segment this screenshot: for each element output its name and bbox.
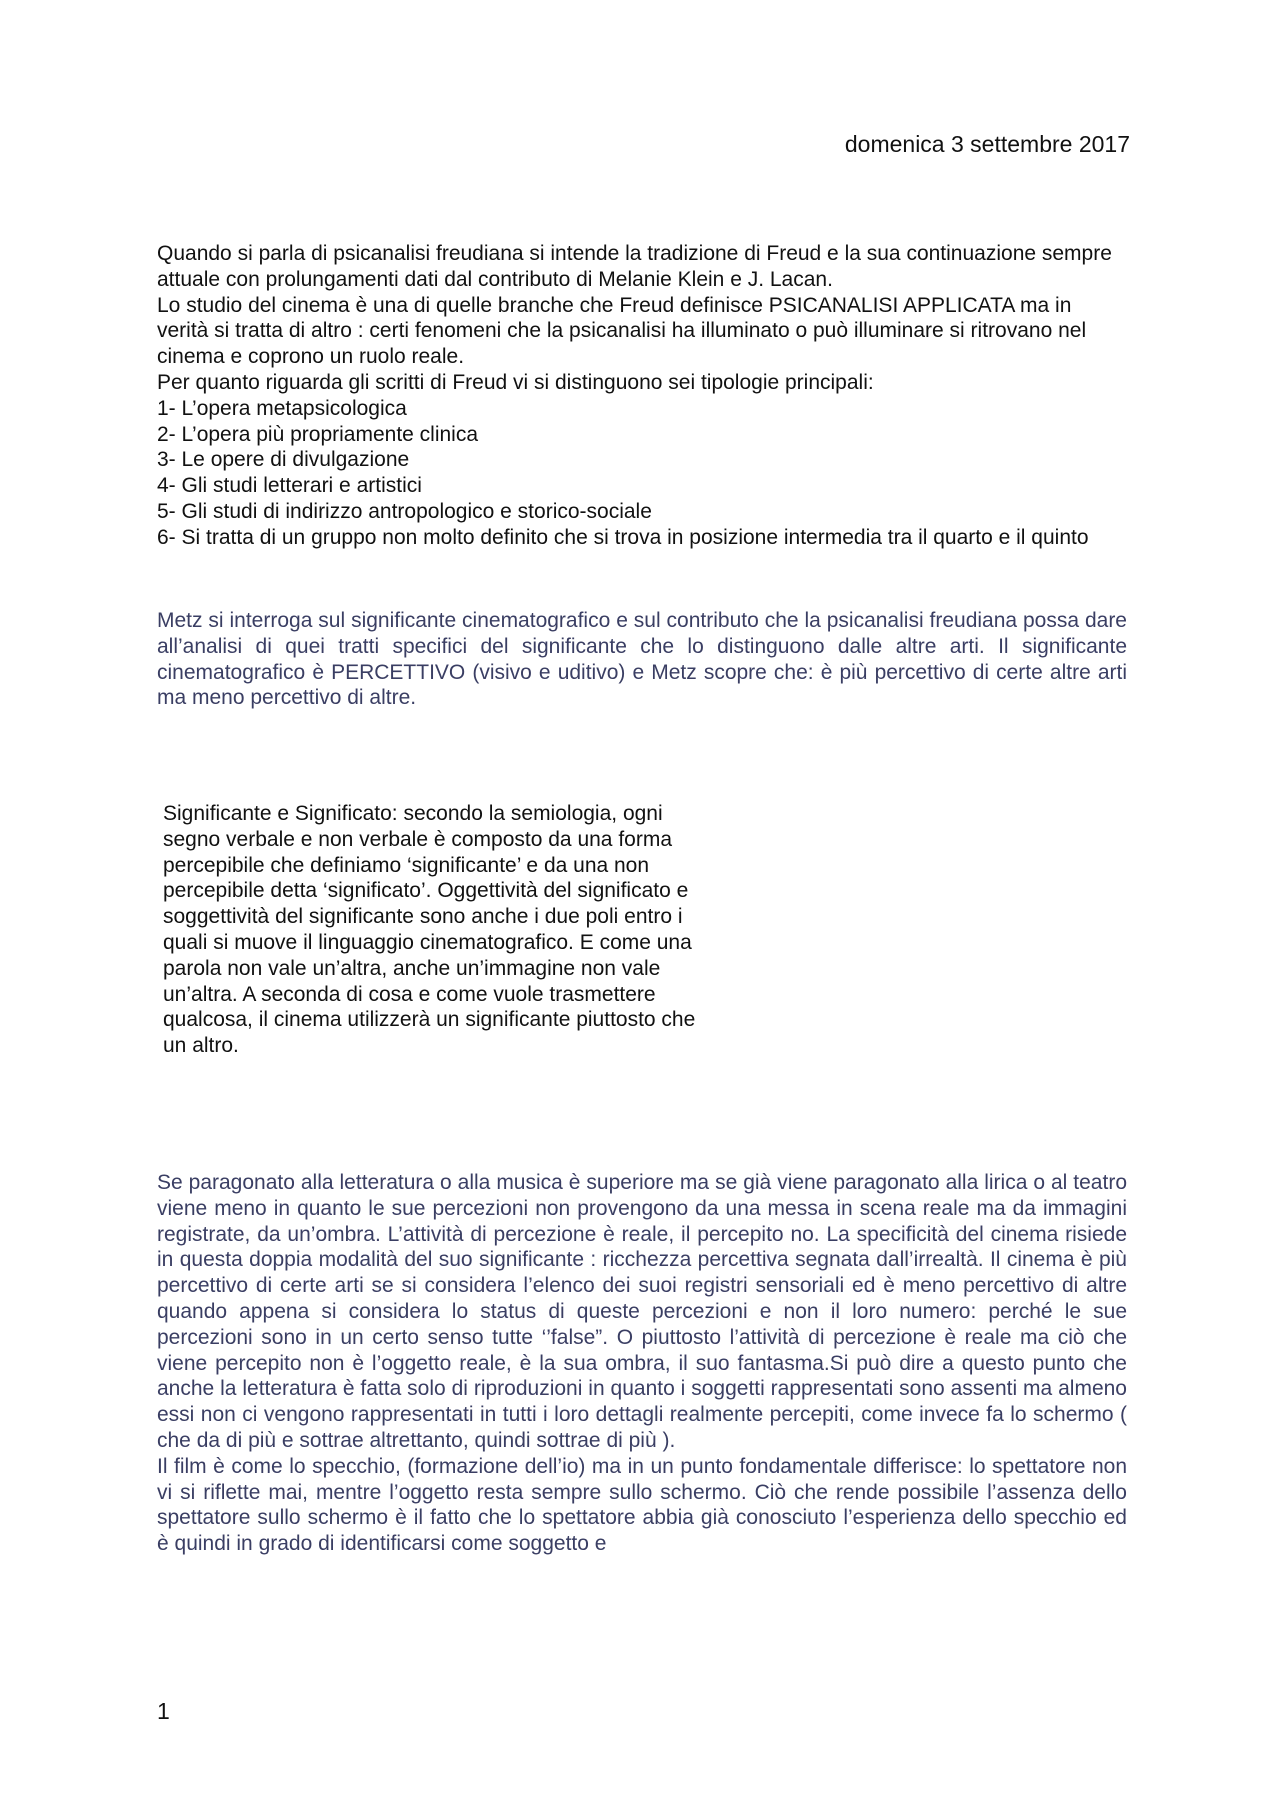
body-section [157,1170,1127,1557]
body-paragraph-2: Il film è come lo specchio, (formazione dell’io) ma in un punto fondamentale differisce: lo spettatore non vi si riflette mai, mentre l’oggetto resta sempre sullo schermo. Ciò che rende possibile l’assenza dello spettatore sullo schermo è il fatto che lo spettatore abbia già conosciuto l’esperienza dello specchio ed è quindi in grado di identificarsi come soggetto e [157,1454,1127,1556]
body-paragraph-1: Se paragonato alla letteratura o alla musica è superiore ma se già viene paragonato alla lirica o al teatro viene meno in quanto le sue percezioni non provengono da una messa in scena reale ma da immagini registrate, da un’ombra. L’attività di percezione è reale, il percepito no. La specificità del cinema risiede in questa doppia modalità del suo significante : ricchezza percettiva segnata dall’irrealtà. Il cinema è più percettivo di certe arti se si considera l’elenco dei suoi registri sensoriali ed è meno percettivo di altre quando appena si considera lo status di queste percezioni e non il loro numero: perché le sue percezioni sono in un certo senso tutte ‘’false”. O piuttosto l’attività di percezione è reale ma ciò che viene percepito non è l’oggetto reale, è la sua ombra, il suo fantasma.Si può dire a questo punto che anche la letteratura è fatta solo di riproduzioni in quanto i soggetti rappresentati sono assenti ma almeno essi non ci vengono rappresentati in tutti i loro dettagli realmente percepiti, come invece fa lo schermo ( che da di più e sottrae altrettanto, quindi sottrae di più ). [157,1171,1127,1452]
metz-section [157,608,1127,711]
list-item: 4- Gli studi letterari e artistici [157,474,422,498]
intro-paragraph-2: Lo studio del cinema è una di quelle branche che Freud definisce PSICANALISI APPLICATA ma in verità si tratta di altro : certi fenomeni che la psicanalisi ha illuminato o può illuminare si ritrovano nel cinema e coprono un ruolo reale. [157,293,1087,369]
list-item: 5- Gli studi di indirizzo antropologico e storico-sociale [157,499,652,523]
freud-writings-list [157,396,1127,551]
list-item: 1- L’opera metapsicologica [157,396,407,420]
metz-paragraph: Metz si interroga sul significante cinematografico e sul contributo che la psicanalisi freudiana possa dare all’analisi di quei tratti specifici del significante che lo distinguono dalle altre arti. Il significante cinematografico è PERCETTIVO (visivo e uditivo) e Metz scopre che: è più percettivo di certe altre arti ma meno percettivo di altre. [157,609,1127,710]
document-date: domenica 3 settembre 2017 [844,131,1130,157]
definition-note: Significante e Significato: secondo la semiologia, ogni segno verbale e non verbale è composto da una forma percepibile che definiamo ‘significante’ e da una non percepibile detta ‘significato’. Oggettività del significato e soggettività del significante sono anche i due poli entro i quali si muove il linguaggio cinematografico. E come una parola non vale un’altra, anche un’immagine non vale un’altra. A seconda di cosa e come vuole trasmettere qualcosa, il cinema utilizzerà un significante piuttosto che un altro. [163,802,696,1058]
intro-paragraph-3: Per quanto riguarda gli scritti di Freud vi si distinguono sei tipologie principali: [157,370,874,394]
intro-section [157,241,1127,551]
list-item: 6- Si tratta di un gruppo non molto definito che si trova in posizione intermedia tra il quarto e il quinto [157,525,1089,549]
page-number: 1 [157,1698,170,1724]
list-item: 2- L’opera più propriamente clinica [157,422,479,446]
list-item: 3- Le opere di divulgazione [157,448,410,472]
intro-paragraph-1: Quando si parla di psicanalisi freudiana si intende la tradizione di Freud e la sua continuazione sempre attuale con prolungamenti dati dal contributo di Melanie Klein e J. Lacan. [157,242,1112,291]
